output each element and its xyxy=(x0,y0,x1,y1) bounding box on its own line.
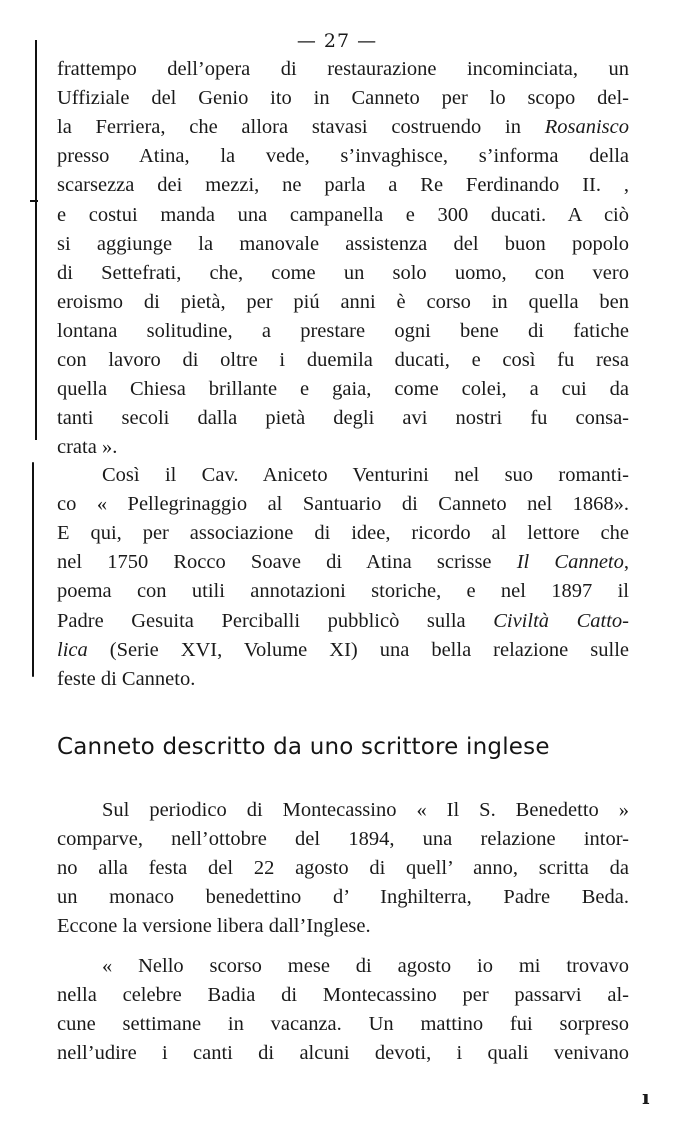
text-line: Eccone la versione libera dall’Inglese. xyxy=(57,915,371,938)
margin-bracket-left-2 xyxy=(32,462,34,677)
text-line: quella Chiesa brillante e gaia, come colei, a cui da xyxy=(57,378,629,401)
text-line: comparve, nell’ottobre del 1894, una relazione intor- xyxy=(57,828,629,851)
page-number: — 27 — xyxy=(296,30,378,52)
text-line: frattempo dell’opera di restaurazione incominciata, un xyxy=(57,58,629,80)
text-line: poema con utili annotazioni storiche, e nel 1897 il xyxy=(57,580,629,603)
text-line: nel 1750 Rocco Soave di Atina scrisse Il Canneto, xyxy=(57,551,629,574)
text-line: crata ». xyxy=(57,436,118,459)
text-line: Così il Cav. Aniceto Venturini nel suo romanti- xyxy=(102,464,629,486)
text-line: co « Pellegrinaggio al Santuario di Canneto nel 1868». xyxy=(57,493,629,516)
text-line: E qui, per associazione di idee, ricordo al lettore che xyxy=(57,522,629,545)
text-line: Sul periodico di Montecassino « Il S. Benedetto » xyxy=(102,799,629,821)
text-line: scarsezza dei mezzi, ne parla a Re Ferdinando II. , xyxy=(57,174,629,197)
text-line: e costui manda una campanella e 300 ducati. A ciò xyxy=(57,203,629,226)
text-line: no alla festa del 22 agosto di quell’ anno, scritta da xyxy=(57,857,629,880)
text-line: un monaco benedettino d’ Inghilterra, Padre Beda. xyxy=(57,886,629,909)
margin-tick-1 xyxy=(30,200,38,202)
text-line: lica (Serie XVI, Volume XI) una bella relazione sulle xyxy=(57,638,629,661)
text-line: Uffiziale del Genio ito in Canneto per lo scopo del- xyxy=(57,87,629,110)
text-line: feste di Canneto. xyxy=(57,667,196,690)
text-line: si aggiunge la manovale assistenza del buon popolo xyxy=(57,232,629,255)
text-line: con lavoro di oltre i duemila ducati, e così fu resa xyxy=(57,349,629,371)
text-line: « Nello scorso mese di agosto io mi trovavo xyxy=(102,955,629,977)
text-line: tanti secoli dalla pietà degli avi nostri fu consa- xyxy=(57,407,629,430)
text-line: cune settimane in vacanza. Un mattino fui sorpreso xyxy=(57,1013,629,1036)
text-line: lontana solitudine, a prestare ogni bene di fatiche xyxy=(57,319,629,342)
text-line: la Ferriera, che allora stavasi costruendo in Rosanisco xyxy=(57,116,629,139)
text-line: di Settefrati, che, come un solo uomo, con vero xyxy=(57,261,629,284)
section-heading: Canneto descritto da uno scrittore inglese xyxy=(57,734,550,760)
text-line: nella celebre Badia di Montecassino per passarvi al- xyxy=(57,984,629,1007)
corner-mark: ı xyxy=(642,1085,650,1109)
text-line: eroismo di pietà, per piú anni è corso in quella ben xyxy=(57,290,629,313)
text-line: Padre Gesuita Perciballi pubblicò sulla Civiltà Catto- xyxy=(57,609,629,632)
margin-bracket-left-1 xyxy=(35,40,37,440)
text-line: nell’udire i canti di alcuni devoti, i quali venivano xyxy=(57,1042,629,1065)
text-line: presso Atina, la vede, s’invaghisce, s’informa della xyxy=(57,145,629,168)
